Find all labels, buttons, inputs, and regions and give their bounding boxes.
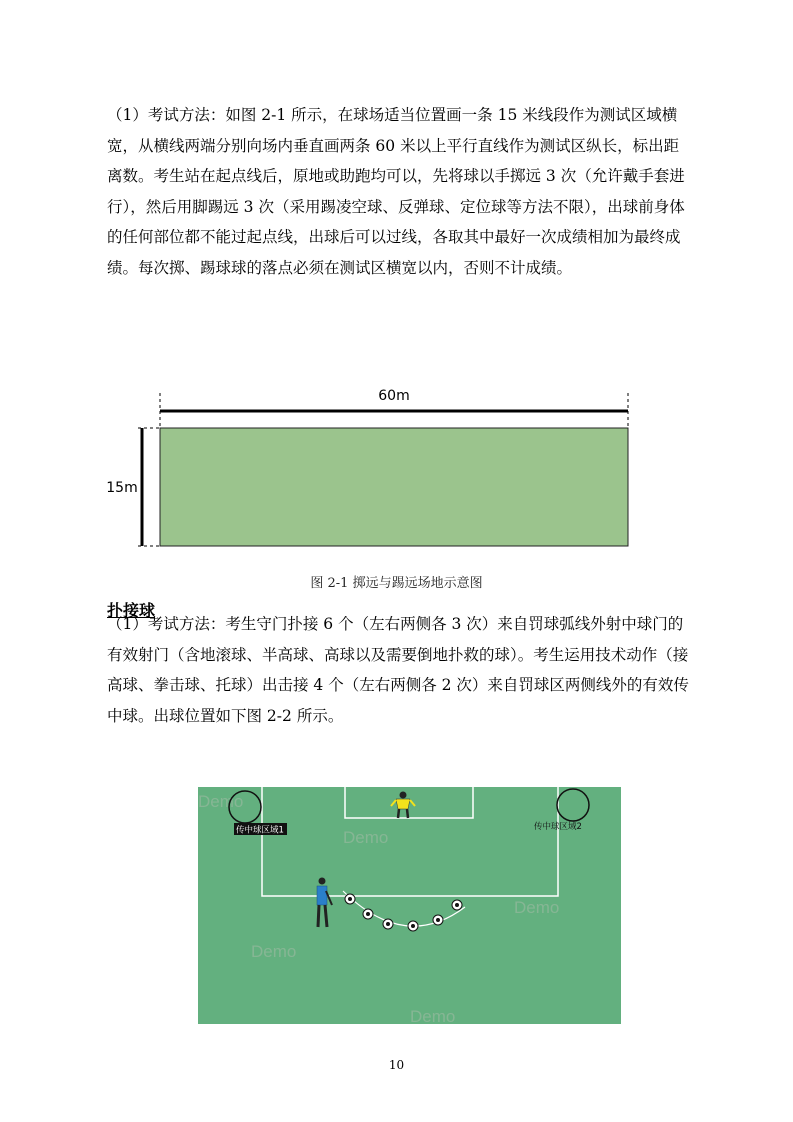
page-number: 10 xyxy=(388,1058,405,1072)
watermark-3: Demo xyxy=(514,898,560,917)
ball-3 xyxy=(383,919,393,929)
figure-2-1-caption: 图 2-1 掷远与踢远场地示意图 xyxy=(310,576,483,591)
watermark-1: Demo xyxy=(198,792,244,811)
ball-4 xyxy=(408,921,418,931)
watermark-2: Demo xyxy=(343,828,389,847)
cross-zone-1-label: 传中球区域1 xyxy=(236,825,284,836)
method-paragraph-catching: （1）考试方法：考生守门扑接 6 个（左右两侧各 3 次）来自罚球弧线外射中球门的有效射门（含地滚球、半高球、高球以及需要倒地扑救的球）。考生运用技术动作（接高球、拳击球、托球）出击接 4 个（左右两侧各 2 次）来自罚球区两侧线外的有效传中球。出球位置如下图 2-2 所示。 xyxy=(107,615,689,725)
cross-zone-2-label: 传中球区域2 xyxy=(534,822,582,832)
watermark-5: Demo xyxy=(410,1007,456,1024)
ball-2 xyxy=(363,909,373,919)
watermark-4: Demo xyxy=(251,942,297,961)
height-label: 15m xyxy=(106,480,138,496)
goalkeeper-pitch-diagram xyxy=(198,787,621,1024)
ball-6 xyxy=(452,900,462,910)
width-label: 60m xyxy=(378,388,410,404)
ball-5 xyxy=(433,915,443,925)
ball-1 xyxy=(345,894,355,904)
section-heading-catching: 扑接球 xyxy=(107,601,156,620)
test-area-field xyxy=(160,428,628,546)
method-paragraph-throw-kick: （1）考试方法：如图 2-1 所示，在球场适当位置画一条 15 米线段作为测试区域横宽，从横线两端分别向场内垂直画两条 60 米以上平行直线作为测试区纵长，标出距离数。考生站在起点线后，原地或助跑均可以，先将球以手掷远 3 次（允许戴手套进行），然后用脚踢远 3 次（采用踢凌空球、反弹球、定位球等方法不限），出球前身体的任何部位都不能过起点线，出球后可以过线，各取其中最好一次成绩相加为最终成绩。每次掷、踢球球的落点必须在测试区横宽以内，否则不计成绩。 xyxy=(107,106,685,277)
